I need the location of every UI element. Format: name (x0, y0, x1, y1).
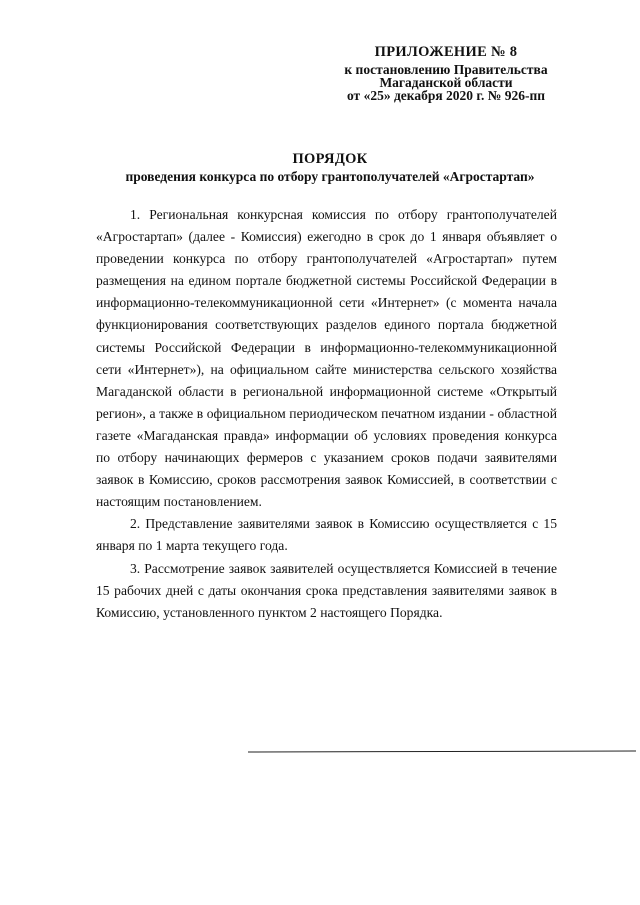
paragraph-3: 3. Рассмотрение заявок заявителей осуществляется Комиссией в течение 15 рабочих дней с даты окончания срока представления заявителями заявок в Комиссию, установленного пунктом 2 настоящего Порядка. (96, 560, 557, 620)
paragraph-1: 1. Региональная конкурсная комиссия по отбору грантополучателей «Агростартап» (далее - Комиссия) ежегодно в срок до 1 января объявляет о проведении конкурса по отбору грантополучателей «Агростартап» путем размещения на едином портале бюджетной системы Российской Федерации в информационно-телекоммуникационной сети «Интернет» (с момента начала функционирования соответствующих разделов единого портала бюджетной системы Российской Федерации в информационно-телекоммуникационной сети «Интернет»), на официальном сайте министерства сельского хозяйства Магаданской области в региональной информационной системе «Открытый регион», а также в официальном периодическом печатном издании - областной газете «Магаданская правда» информации об условиях проведения конкурса по отбору начинающих фермеров с указанием сроков подачи заявителями заявок в Комиссию, сроков рассмотрения заявок Комиссией, в соответствии с настоящим постановлением. (96, 207, 557, 510)
horizontal-rule (248, 750, 636, 752)
document-title-block (80, 150, 580, 185)
appendix-line-region: Магаданской области (379, 75, 513, 90)
appendix-header (296, 46, 596, 102)
paragraph-2: 2. Представление заявителями заявок в Комиссию осуществляется с 15 января по 1 марта текущего года. (96, 516, 557, 554)
appendix-line-resolution: к постановлению Правительства (344, 62, 548, 77)
appendix-title: ПРИЛОЖЕНИЕ № 8 (374, 44, 518, 60)
document-subtitle: проведения конкурса по отбору грантополучателей «Агростартап» (125, 169, 535, 184)
appendix-line-date: от «25» декабря 2020 г. № 926-пп (346, 88, 545, 103)
document-title: ПОРЯДОК (292, 151, 368, 167)
document-body (96, 204, 557, 624)
